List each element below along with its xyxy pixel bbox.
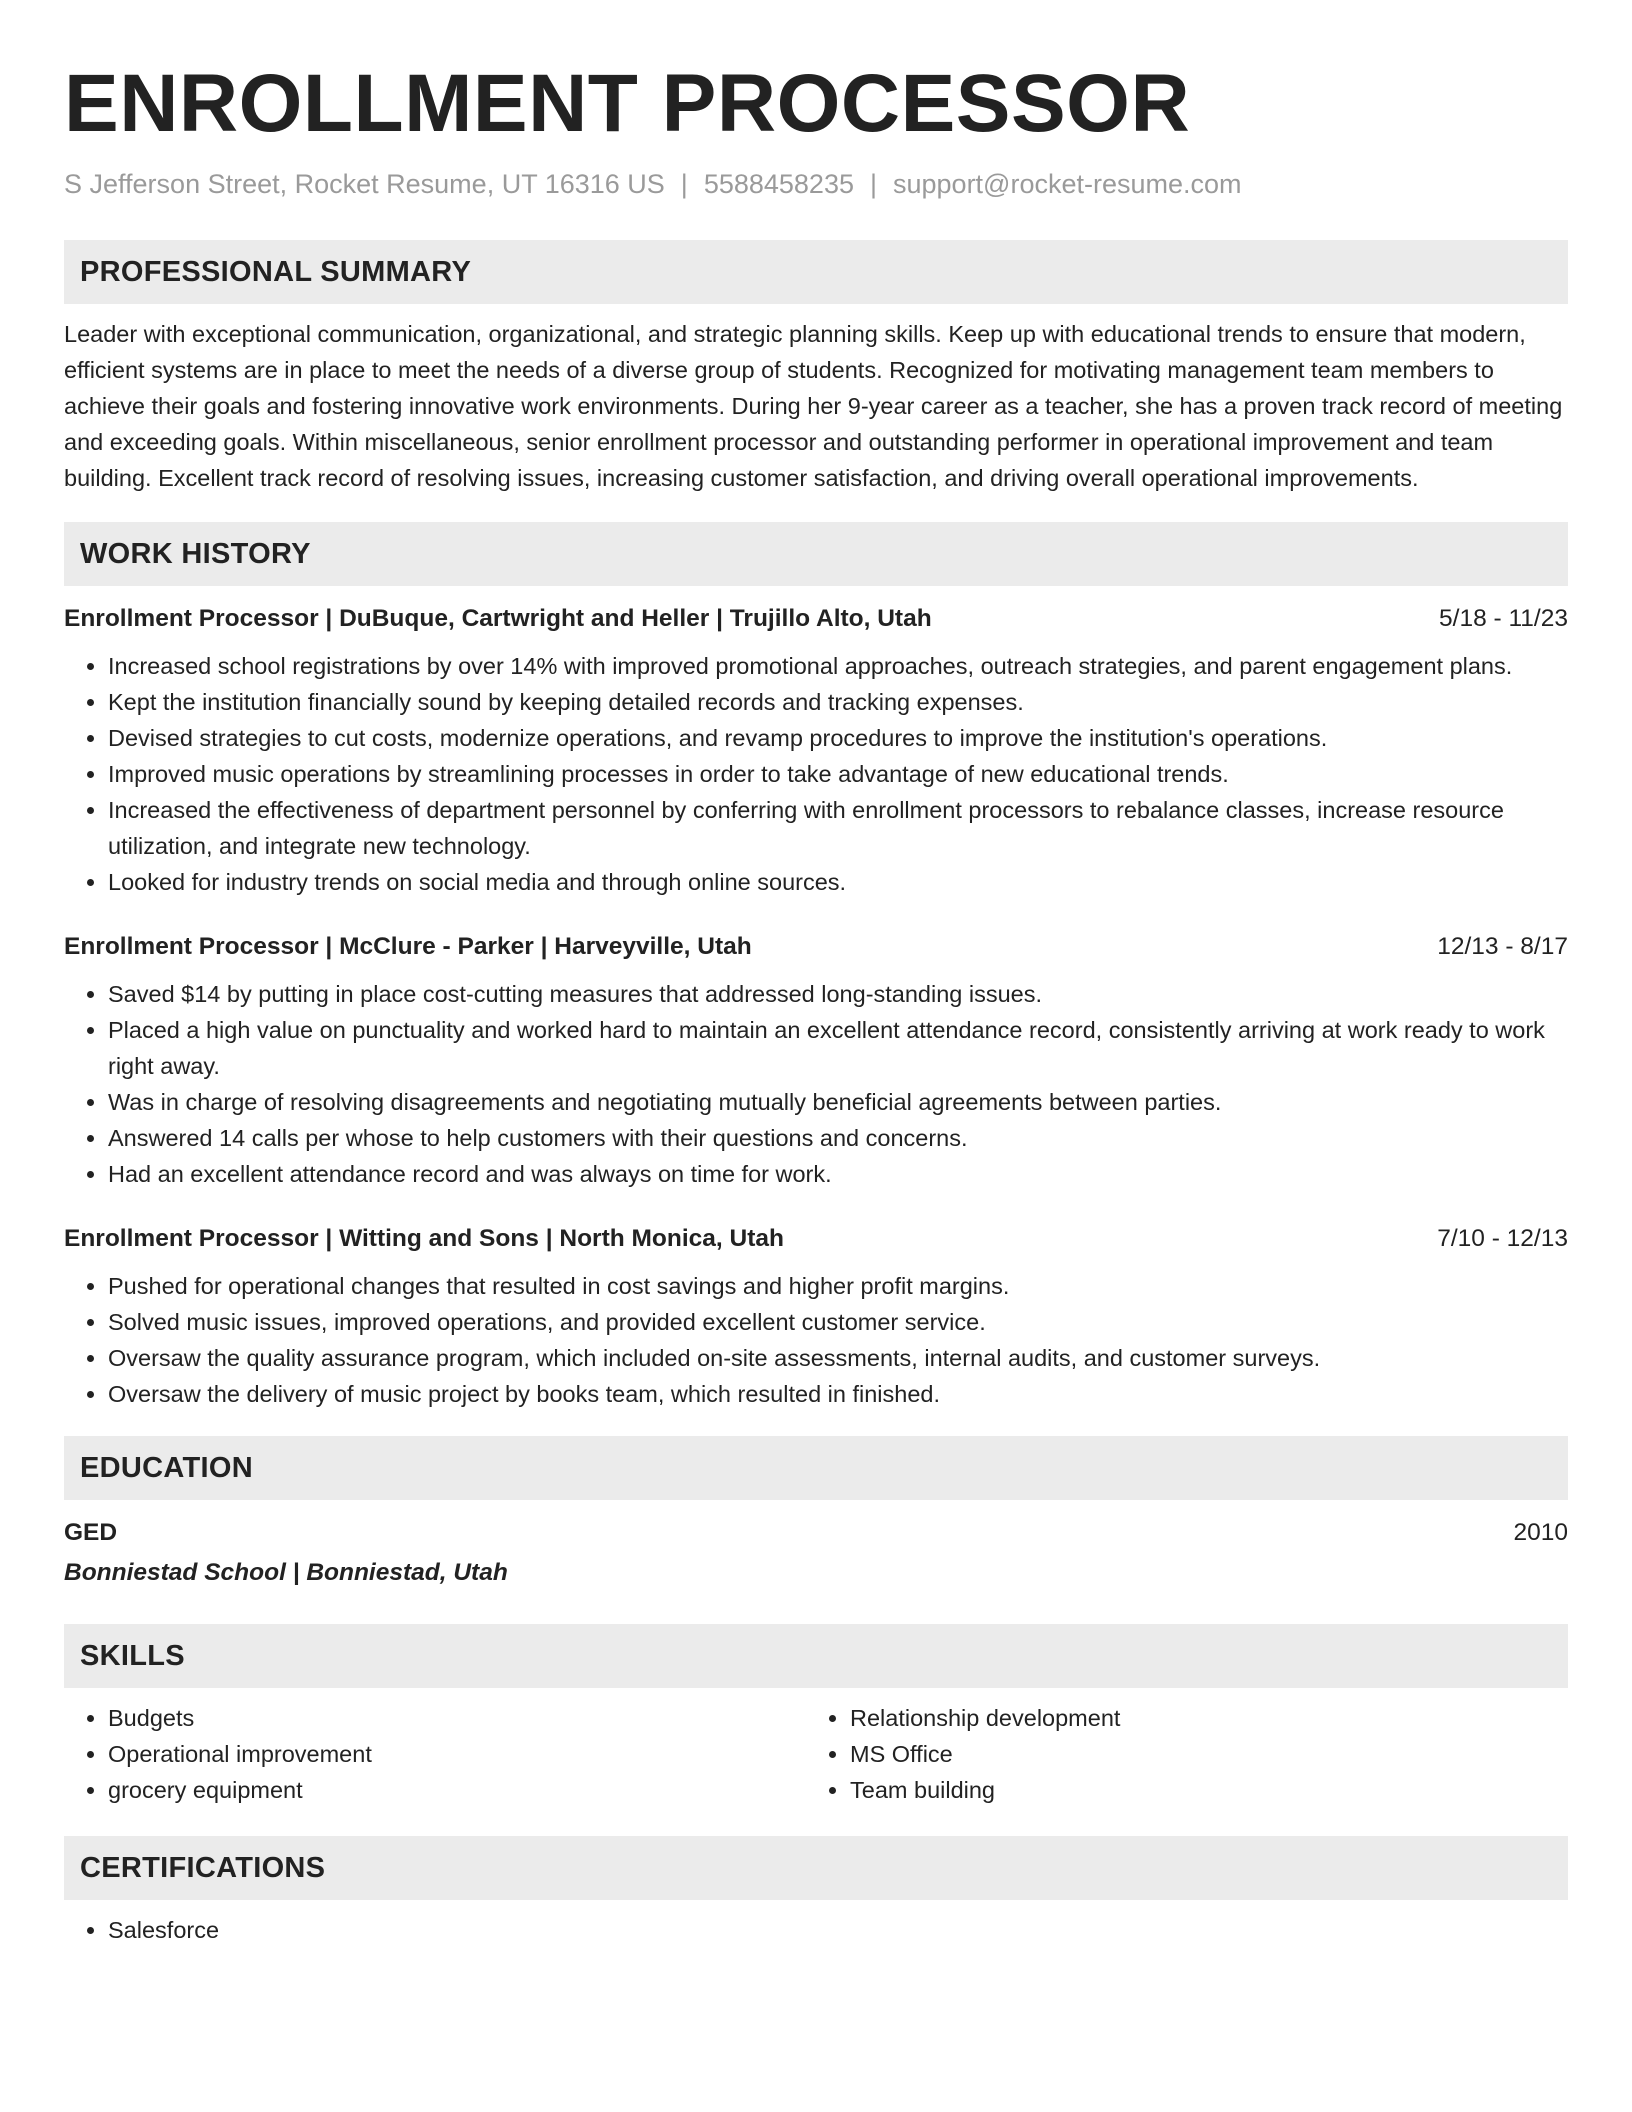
job-header (64, 930, 1568, 964)
list-item: • Salesforce (108, 1912, 1568, 1948)
contact-email: support@rocket-resume.com (893, 169, 1242, 199)
list-item: • Relationship development (850, 1700, 1548, 1736)
list-item: • Devised strategies to cut costs, modernize operations, and revamp procedures to improve the institution's operations. (108, 720, 1568, 756)
job-title: Enrollment Processor | Witting and Sons | North Monica, Utah (64, 1225, 784, 1252)
job-bullets (64, 976, 1568, 1192)
job-bullets (64, 1268, 1568, 1412)
list-item: • Oversaw the delivery of music project by books team, which resulted in finished. (108, 1376, 1568, 1412)
list-item: • Saved $14 by putting in place cost-cutting measures that addressed long-standing issues. (108, 976, 1568, 1012)
list-item: • Kept the institution financially sound by keeping detailed records and tracking expenses. (108, 684, 1568, 720)
list-item: • Improved music operations by streamlining processes in order to take advantage of new educational trends. (108, 756, 1568, 792)
education-year: 2010 (1513, 1519, 1568, 1546)
list-item: • Increased the effectiveness of department personnel by conferring with enrollment processors to rebalance classes, increase resource utilization, and integrate new technology. (108, 792, 1568, 864)
education-school: Bonniestad School | Bonniestad, Utah (64, 1559, 508, 1586)
job-entry (64, 1222, 1568, 1412)
job-entry (64, 602, 1568, 900)
list-item: • Increased school registrations by over 14% with improved promotional approaches, outreach strategies, and parent engagement plans. (108, 648, 1568, 684)
job-dates: 7/10 - 12/13 (1437, 1225, 1568, 1252)
education-entry (64, 1516, 1568, 1590)
contact-line (64, 166, 1568, 202)
list-item: • Looked for industry trends on social media and through online sources. (108, 864, 1568, 900)
list-item: • Had an excellent attendance record and was always on time for work. (108, 1156, 1568, 1192)
certifications-list (64, 1912, 1568, 1948)
list-item: • Was in charge of resolving disagreements and negotiating mutually beneficial agreements between parties. (108, 1084, 1568, 1120)
list-item: • Pushed for operational changes that resulted in cost savings and higher profit margins. (108, 1268, 1568, 1304)
list-item: • Placed a high value on punctuality and worked hard to maintain an excellent attendance record, consistently arriving at work ready to work right away. (108, 1012, 1568, 1084)
section-header-work-history: WORK HISTORY (64, 522, 1568, 586)
job-title: Enrollment Processor | DuBuque, Cartwright and Heller | Trujillo Alto, Utah (64, 605, 932, 632)
list-item: • Operational improvement (108, 1736, 806, 1772)
job-title: Enrollment Processor | McClure - Parker | Harveyville, Utah (64, 933, 752, 960)
section-header-skills: SKILLS (64, 1624, 1568, 1688)
section-header-education: EDUCATION (64, 1436, 1568, 1500)
list-item: • Answered 14 calls per whose to help customers with their questions and concerns. (108, 1120, 1568, 1156)
skills-column-left (64, 1700, 806, 1808)
education-degree: GED (64, 1519, 118, 1546)
resume-name: ENROLLMENT PROCESSOR (64, 58, 1191, 149)
list-item: • Solved music issues, improved operations, and provided excellent customer service. (108, 1304, 1568, 1340)
job-entry (64, 930, 1568, 1192)
job-dates: 5/18 - 11/23 (1439, 605, 1568, 632)
contact-separator: | (869, 169, 877, 199)
contact-address: S Jefferson Street, Rocket Resume, UT 16316 US (64, 169, 665, 199)
summary-text: Leader with exceptional communication, organizational, and strategic planning skills. Keep up with educational trends to ensure that modern, efficient systems are in place to meet the needs of a diverse group of students. Recognized for motivating management team members to achieve their goals and fostering innovative work environments. During her 9-year career as a teacher, she has a proven track record of meeting and exceeding goals. Within miscellaneous, senior enrollment processor and outstanding performer in operational improvement and team building. Excellent track record of resolving issues, increasing customer satisfaction, and driving overall operational improvements. (64, 321, 1563, 491)
skills-column-right (806, 1700, 1548, 1808)
job-header (64, 602, 1568, 636)
education-header (64, 1516, 1568, 1550)
job-dates: 12/13 - 8/17 (1437, 933, 1568, 960)
skills-list (64, 1700, 1568, 1808)
section-header-summary: PROFESSIONAL SUMMARY (64, 240, 1568, 304)
list-item: • Oversaw the quality assurance program, which included on-site assessments, internal audits, and customer surveys. (108, 1340, 1568, 1376)
contact-separator: | (680, 169, 688, 199)
job-header (64, 1222, 1568, 1256)
list-item: • Team building (850, 1772, 1548, 1808)
list-item: • Budgets (108, 1700, 806, 1736)
section-header-certifications: CERTIFICATIONS (64, 1836, 1568, 1900)
list-item: • grocery equipment (108, 1772, 806, 1808)
job-bullets (64, 648, 1568, 900)
list-item: • MS Office (850, 1736, 1548, 1772)
contact-phone: 5588458235 (703, 169, 854, 199)
